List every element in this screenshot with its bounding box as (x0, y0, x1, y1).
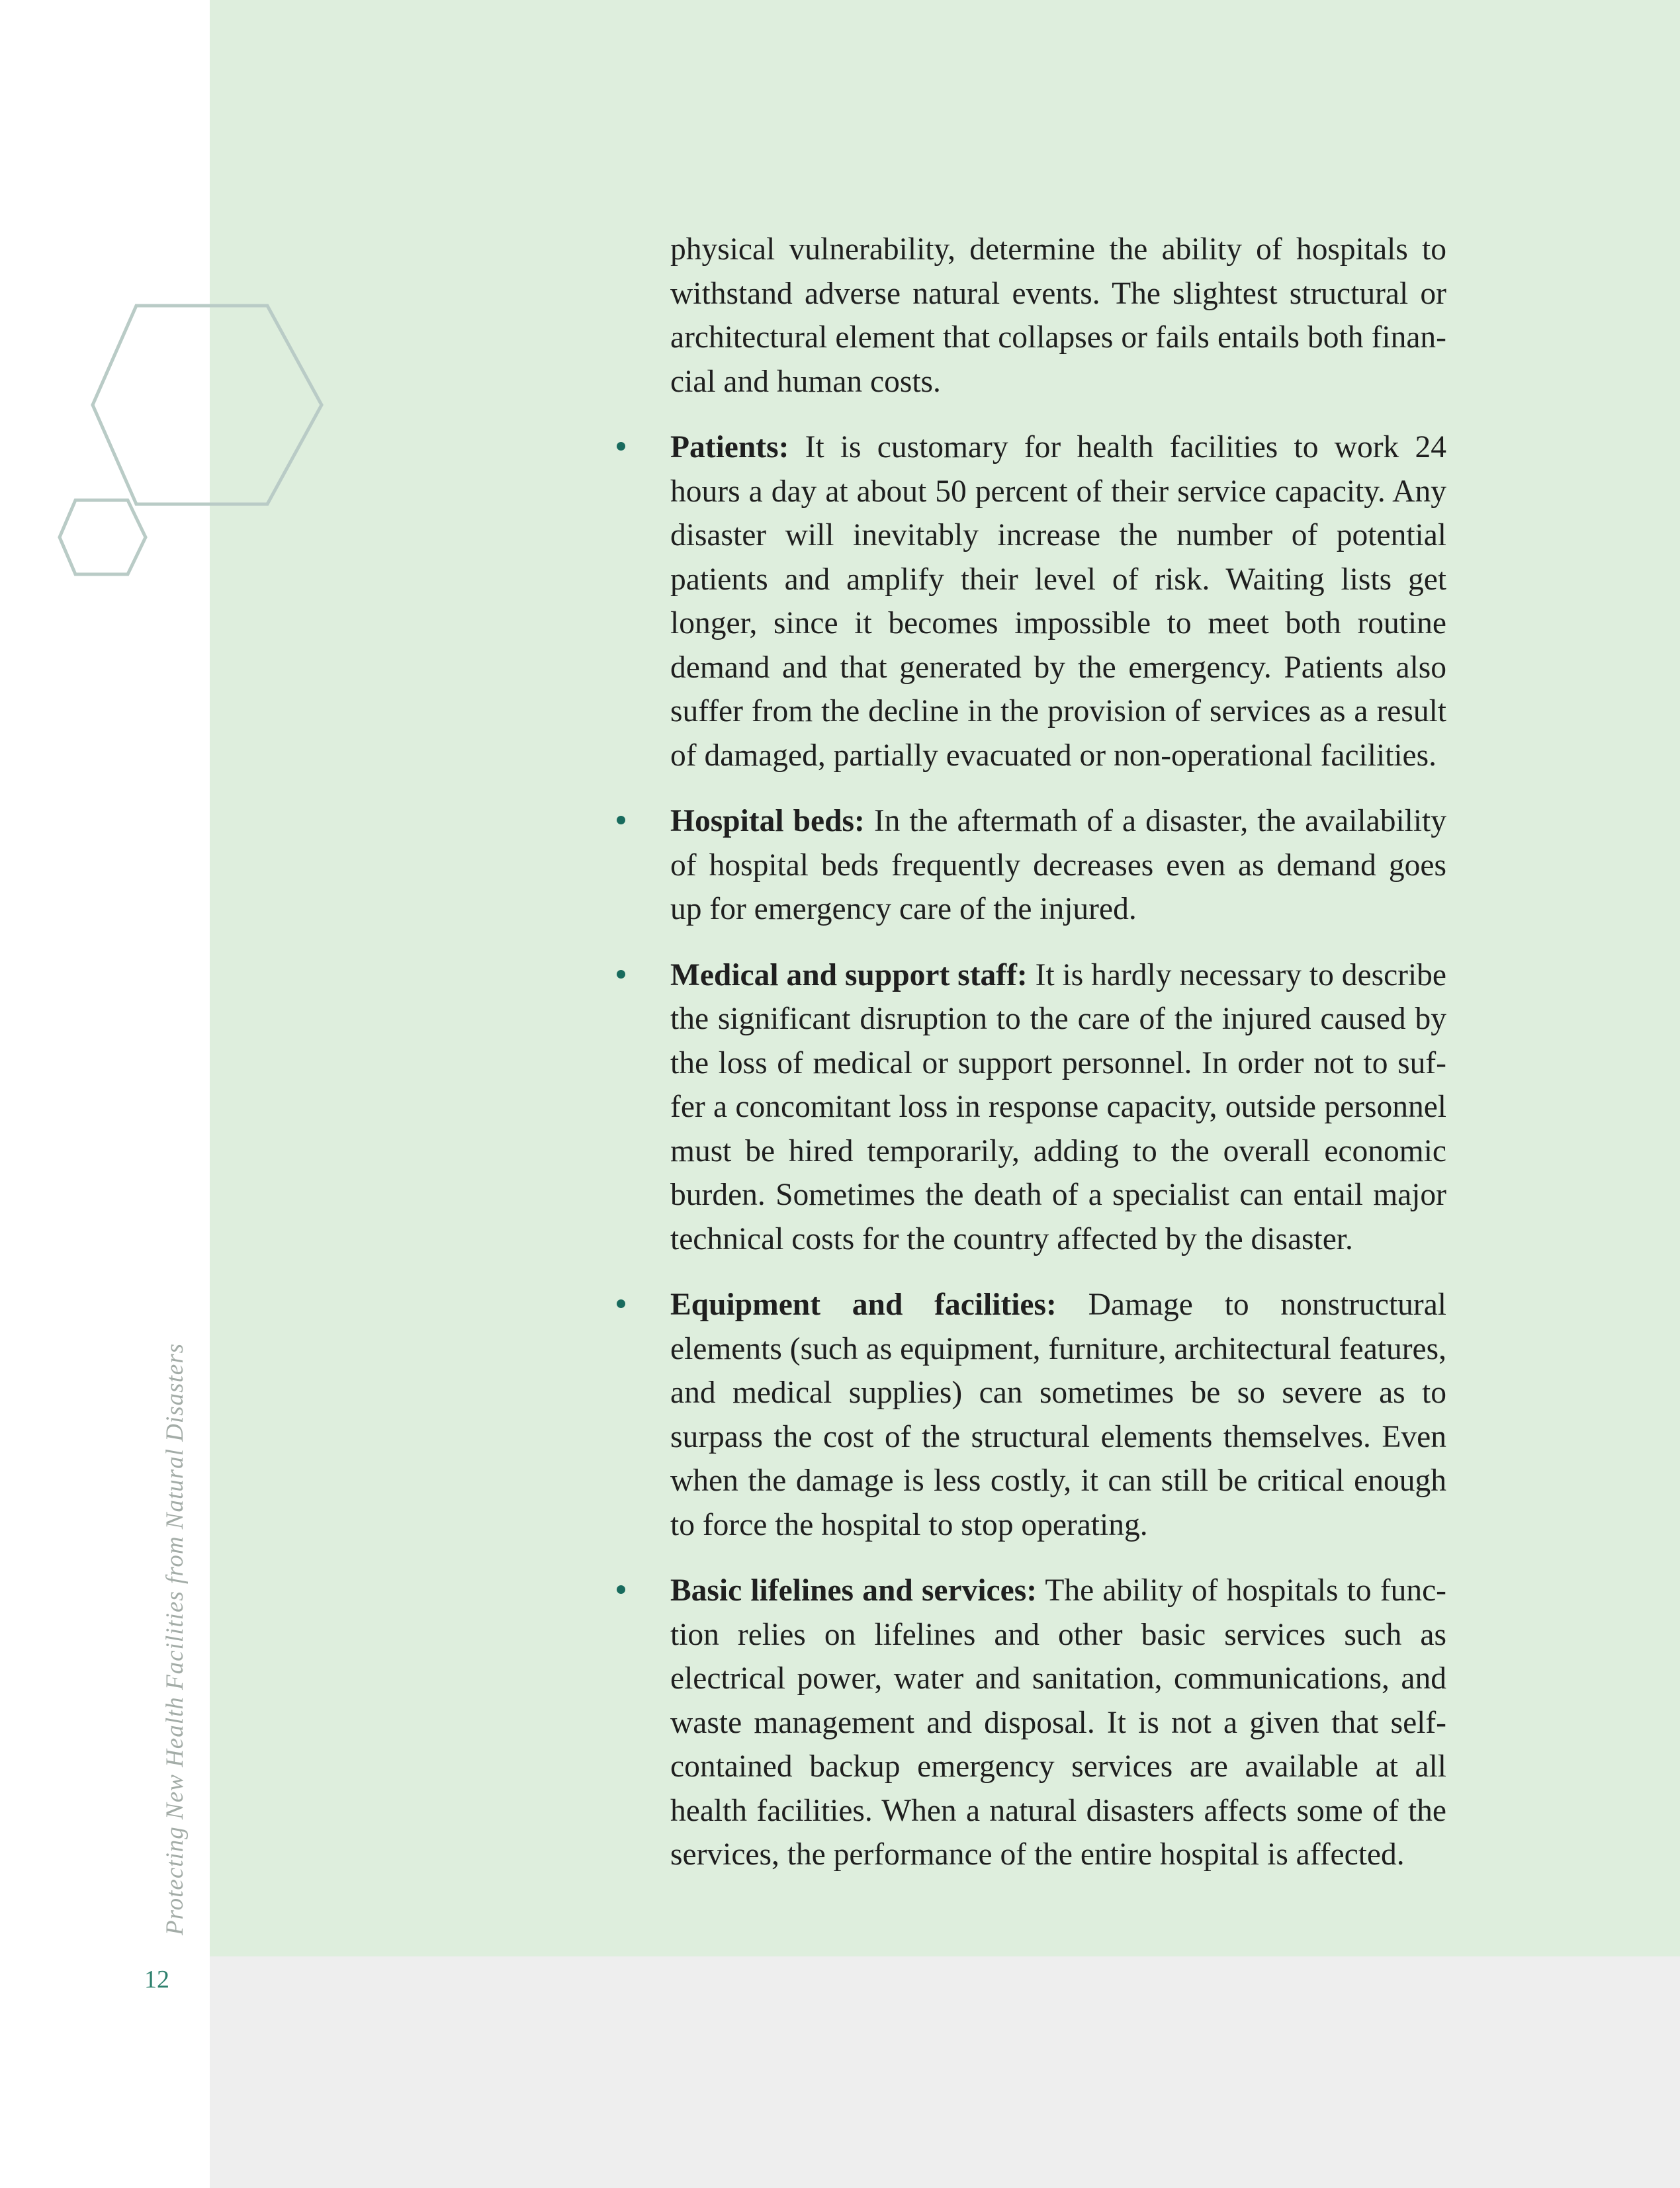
bullet-icon (617, 816, 625, 824)
bullet-item-hospital-beds (670, 799, 1446, 932)
bullet-icon (617, 1299, 625, 1308)
body-text (670, 228, 1446, 1877)
bullet-icon (617, 970, 625, 979)
running-title: Protecting New Health Facilities from Natural Disasters (161, 1343, 189, 1935)
bullet-term: Hospital beds: (670, 804, 865, 838)
bullet-text: It is customary for health facilities to work 24 hours a day at about 50 percent of their service capacity. Any disaster will inevitably increase the number of potential patients and amplify their level of risk. Waiting lists get longer, since it becomes impossible to meet both routine demand and that generated by the emergency. Patients also suffer from the decline in the provision of services as a result of damaged, partially evacuated or non-operational facilities. (670, 430, 1446, 773)
bullet-text: It is hardly necessary to describe the significant disruption to the care of the injured caused by the loss of medical or support personnel. In order not to suffer a concomitant loss in response capacity, outside personnel must be hired temporarily, adding to the overall economic burden. Sometimes the death of a specialist can entail major technical costs for the country affected by the disaster. (670, 957, 1447, 1256)
bullet-term: Equipment and facilities: (670, 1288, 1057, 1322)
bullet-text: The ability of hospitals to function relies on lifelines and other basic services such as electrical power, water and sanitation, communications, and waste management and disposal. It is not a given that self-contained backup emergency services are available at all health facilities. When a natural disasters affects some of the services, the performance of the entire hospital is affected. (670, 1573, 1446, 1872)
bullet-icon (617, 1585, 625, 1594)
bullet-item-equipment (670, 1283, 1446, 1547)
page-footer-band (210, 1956, 1680, 2188)
bullet-term: Basic lifelines and services: (670, 1573, 1038, 1608)
large-hexagon-shape (93, 306, 322, 504)
small-hexagon-shape (60, 500, 146, 574)
bullet-item-staff (670, 953, 1446, 1262)
bullet-item-patients (670, 425, 1446, 777)
bullet-term: Medical and support staff: (670, 957, 1028, 992)
bullet-text: In the aftermath of a disaster, the availability of hospital beds frequently decreases even as demand goes up for emergency care of the injured. (670, 804, 1446, 926)
page-number: 12 (144, 1966, 169, 1993)
bullet-list (670, 425, 1446, 1877)
bullet-term: Patients: (670, 430, 789, 464)
intro-paragraph: physical vulnerability, determine the ability of hospitals to withstand adverse natural events. The slightest structural or architectural element that collapses or fails entails both financial and human costs. (670, 232, 1446, 399)
bullet-text: Damage to nonstructural elements (such as equipment, furniture, architectural features, and medical supplies) can sometimes be so severe as to surpass the cost of the structural elements themselves. Even when the damage is less costly, it can still be critical enough to force the hospital to stop operating. (670, 1288, 1446, 1542)
hexagon-decoration (0, 0, 331, 595)
bullet-item-lifelines (670, 1569, 1446, 1877)
bullet-icon (617, 442, 625, 451)
